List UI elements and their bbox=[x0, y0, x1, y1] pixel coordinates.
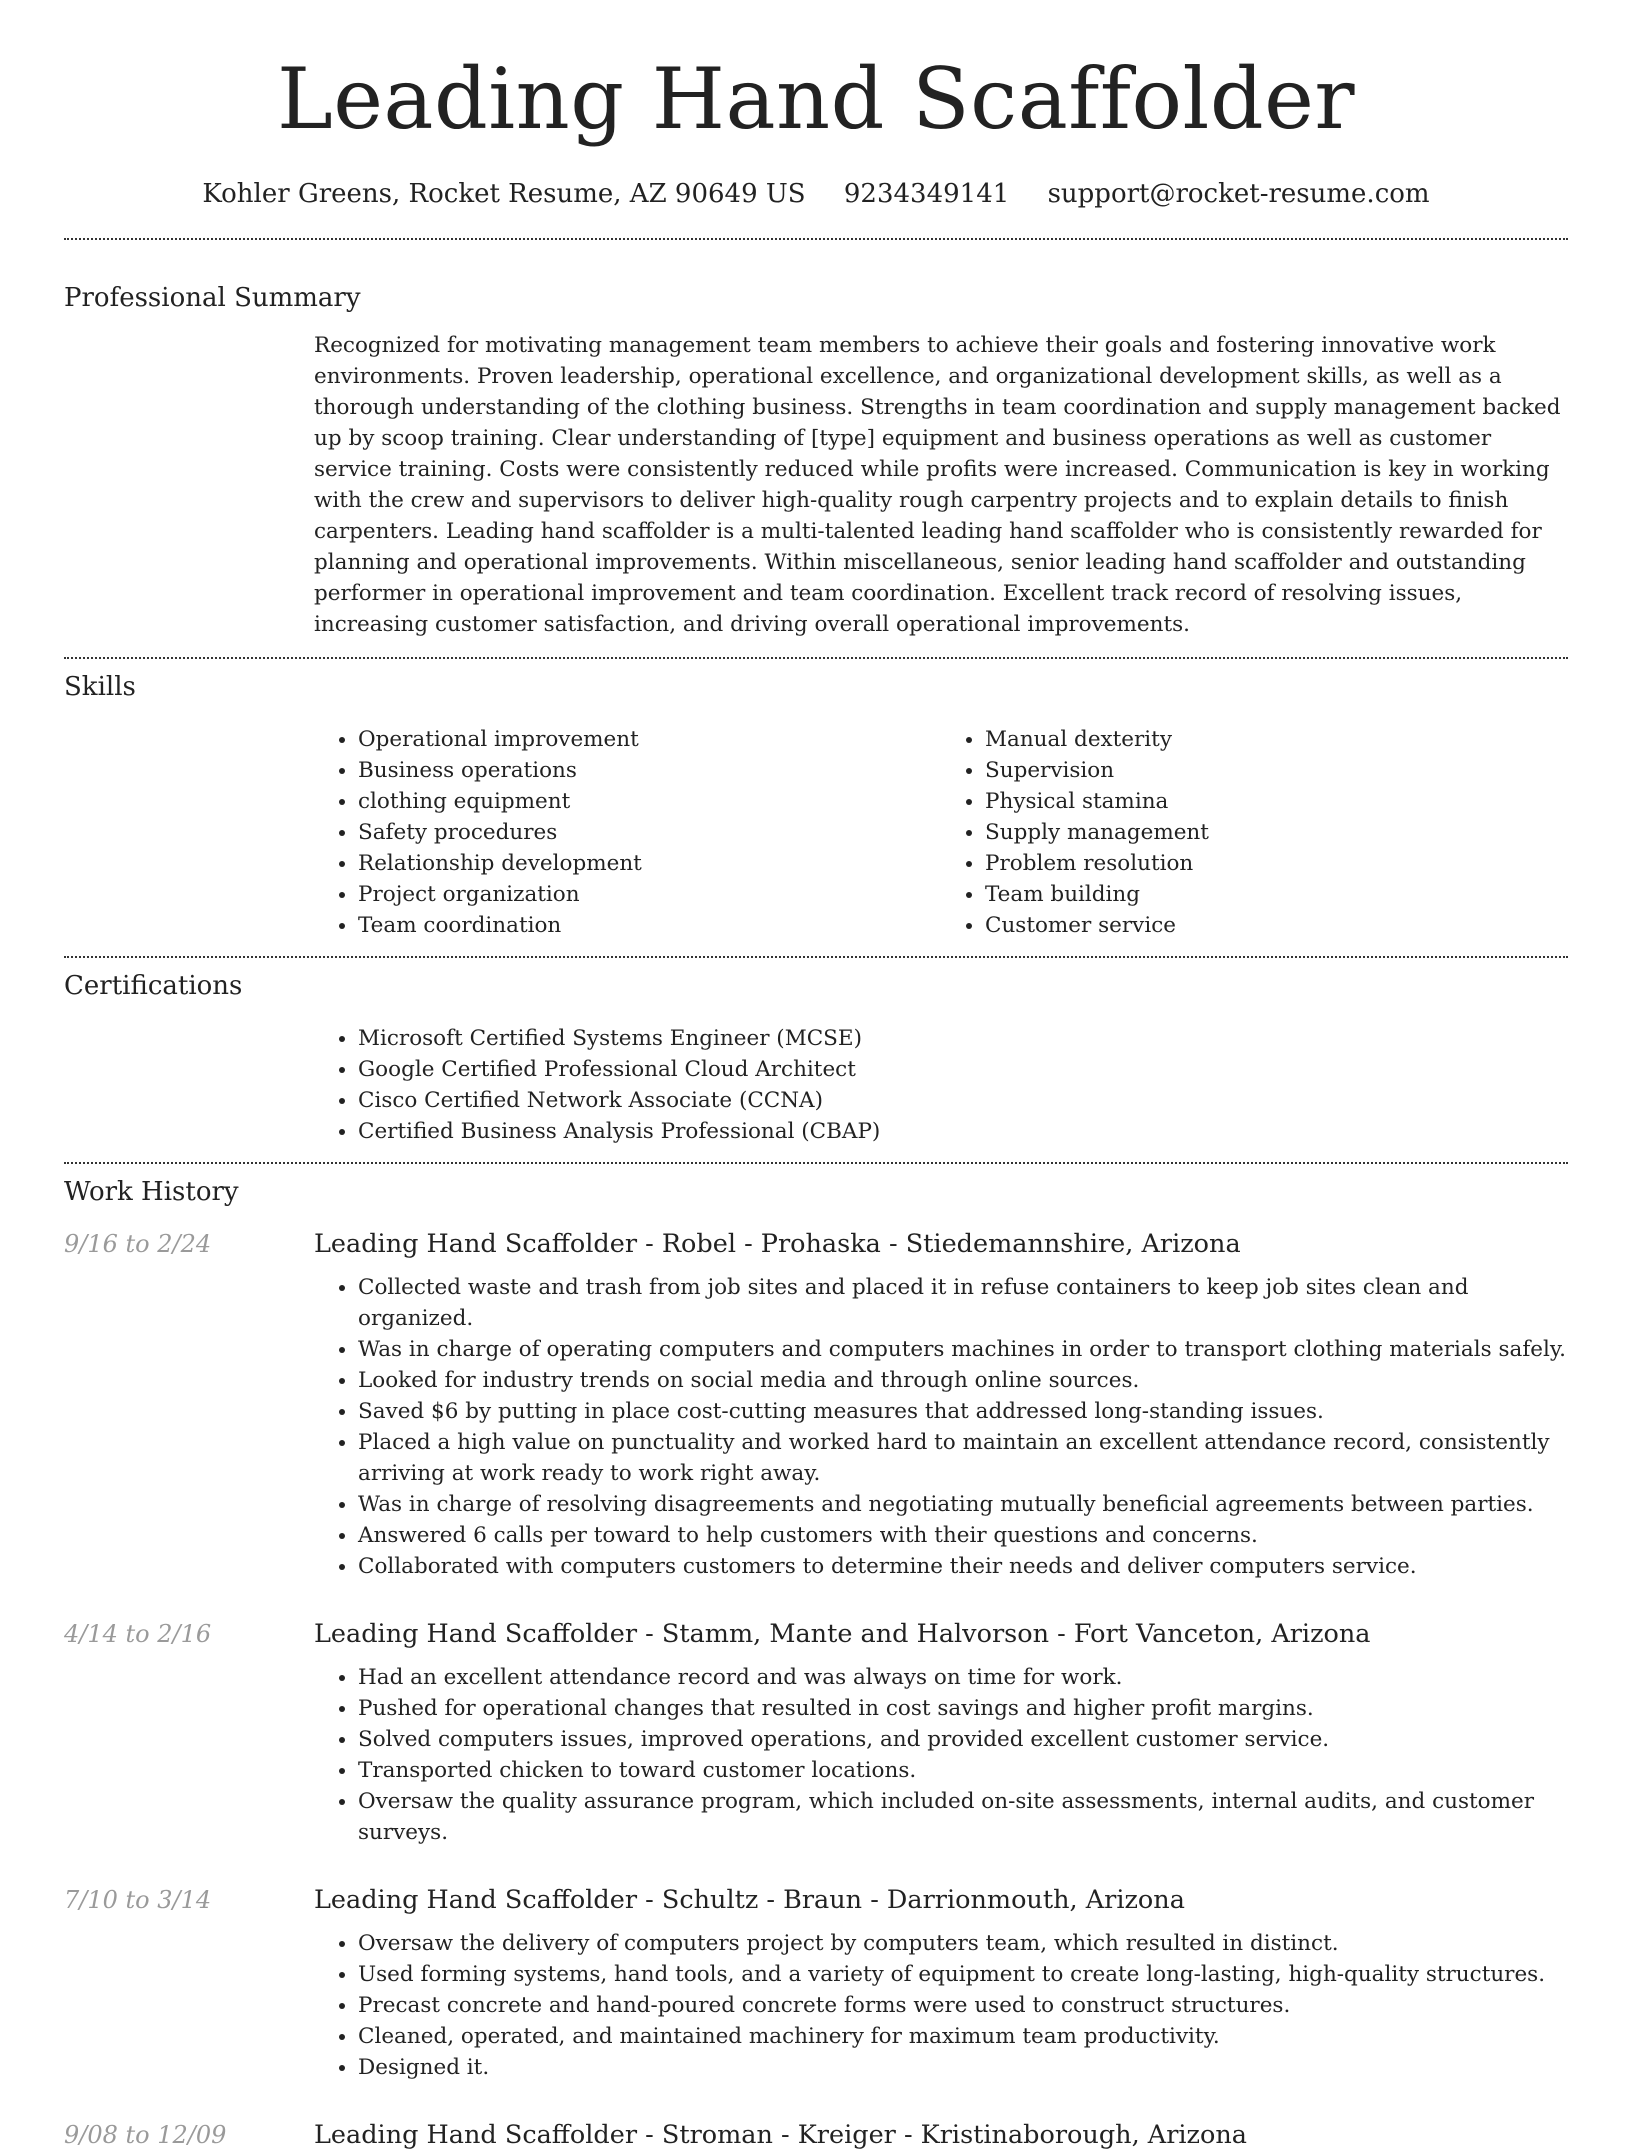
certification-item: • Microsoft Certified Systems Engineer (MCSE) bbox=[358, 1023, 1568, 1054]
skill-item: • Safety procedures bbox=[358, 817, 941, 848]
job-title: Leading Hand Scaffolder - Robel - Prohaska - Stiedemannshire, Arizona bbox=[314, 1229, 1241, 1259]
job-duty: • Collaborated with computers customers to determine their needs and deliver computers service. bbox=[358, 1551, 1568, 1582]
skill-item: • Supervision bbox=[985, 755, 1568, 786]
skill-item: • Physical stamina bbox=[985, 786, 1568, 817]
certification-item: • Certified Business Analysis Professional (CBAP) bbox=[358, 1116, 1568, 1147]
job-entry bbox=[0, 1229, 1632, 1582]
job-duty: • Designed it. bbox=[358, 2052, 1568, 2083]
job-duty: • Cleaned, operated, and maintained machinery for maximum team productivity. bbox=[358, 2021, 1568, 2052]
job-duties bbox=[314, 1272, 1568, 1582]
job-duty: • Had an excellent attendance record and was always on time for work. bbox=[358, 1662, 1568, 1693]
skills-column-right bbox=[941, 724, 1568, 941]
divider bbox=[64, 657, 1568, 659]
job-duty: • Collected waste and trash from job sites and placed it in refuse containers to keep job sites clean and organized. bbox=[358, 1272, 1568, 1334]
skill-item: • Team coordination bbox=[358, 910, 941, 941]
job-duty: • Answered 6 calls per toward to help customers with their questions and concerns. bbox=[358, 1520, 1568, 1551]
job-duties bbox=[314, 1662, 1568, 1848]
divider bbox=[64, 956, 1568, 958]
skill-item: • clothing equipment bbox=[358, 786, 941, 817]
skill-item: • Team building bbox=[985, 879, 1568, 910]
skill-item: • Customer service bbox=[985, 910, 1568, 941]
job-dates: 7/10 to 3/14 bbox=[64, 1886, 212, 1914]
job-entry bbox=[0, 1885, 1632, 2083]
job-dates: 4/14 to 2/16 bbox=[64, 1620, 212, 1648]
job-dates: 9/16 to 2/24 bbox=[64, 1230, 212, 1258]
job-entry bbox=[0, 1619, 1632, 1848]
phone: 9234349141 bbox=[843, 179, 1010, 209]
job-duties bbox=[314, 1928, 1568, 2083]
job-duty: • Oversaw the delivery of computers project by computers team, which resulted in distinct. bbox=[358, 1928, 1568, 1959]
job-header bbox=[0, 1885, 1632, 1915]
job-header bbox=[0, 1229, 1632, 1259]
job-duty: • Saved $6 by putting in place cost-cutting measures that addressed long-standing issues. bbox=[358, 1396, 1568, 1427]
job-duty: • Oversaw the quality assurance program, which included on-site assessments, internal audits, and customer surveys. bbox=[358, 1786, 1568, 1848]
job-title: Leading Hand Scaffolder - Stroman - Kreiger - Kristinaborough, Arizona bbox=[314, 2120, 1247, 2150]
job-dates: 9/08 to 12/09 bbox=[64, 2121, 227, 2149]
job-header bbox=[0, 1619, 1632, 1649]
job-duty: • Solved computers issues, improved operations, and provided excellent customer service. bbox=[358, 1724, 1568, 1755]
contact-line bbox=[0, 177, 1632, 211]
job-duty: • Used forming systems, hand tools, and a variety of equipment to create long-lasting, high-quality structures. bbox=[358, 1959, 1568, 1990]
job-duty: • Precast concrete and hand-poured concrete forms were used to construct structures. bbox=[358, 1990, 1568, 2021]
job-duty: • Was in charge of resolving disagreements and negotiating mutually beneficial agreements between parties. bbox=[358, 1489, 1568, 1520]
skill-item: • Business operations bbox=[358, 755, 941, 786]
skill-item: • Relationship development bbox=[358, 848, 941, 879]
job-entry bbox=[0, 2120, 1632, 2150]
skill-item: • Manual dexterity bbox=[985, 724, 1568, 755]
job-title: Leading Hand Scaffolder - Schultz - Braun - Darrionmouth, Arizona bbox=[314, 1885, 1185, 1915]
certification-item: • Cisco Certified Network Associate (CCNA) bbox=[358, 1085, 1568, 1116]
job-duty: • Pushed for operational changes that resulted in cost savings and higher profit margins. bbox=[358, 1693, 1568, 1724]
job-duty: • Was in charge of operating computers and computers machines in order to transport clothing materials safely. bbox=[358, 1334, 1568, 1365]
job-header bbox=[0, 2120, 1632, 2150]
divider bbox=[64, 1162, 1568, 1164]
skill-item: • Problem resolution bbox=[985, 848, 1568, 879]
certifications-list bbox=[314, 1023, 1568, 1147]
section-heading-work-history: Work History bbox=[64, 1177, 239, 1207]
summary-text: Recognized for motivating management team members to achieve their goals and fostering innovative work environments. Proven leadership, operational excellence, and organizational development skills, as well as a thorough understanding of the clothing business. Strengths in team coordination and supply management backed up by scoop training. Clear understanding of [type] equipment and business operations as well as customer service training. Costs were consistently reduced while profits were increased. Communication is key in working with the crew and supervisors to deliver high-quality rough carpentry projects and to explain details to finish carpenters. Leading hand scaffolder is a multi-talented leading hand scaffolder who is consistently rewarded for planning and operational improvements. Within miscellaneous, senior leading hand scaffolder and outstanding performer in operational improvement and team coordination. Excellent track record of resolving issues, increasing customer satisfaction, and driving overall operational improvements. bbox=[314, 333, 1561, 637]
certification-item: • Google Certified Professional Cloud Architect bbox=[358, 1054, 1568, 1085]
skill-item: • Project organization bbox=[358, 879, 941, 910]
job-duty: • Placed a high value on punctuality and worked hard to maintain an excellent attendance record, consistently arriving at work ready to work right away. bbox=[358, 1427, 1568, 1489]
job-title: Leading Hand Scaffolder - Stamm, Mante and Halvorson - Fort Vanceton, Arizona bbox=[314, 1619, 1371, 1649]
certifications-ul bbox=[314, 1023, 1568, 1147]
divider bbox=[64, 238, 1568, 240]
section-heading-skills: Skills bbox=[64, 672, 136, 702]
address: Kohler Greens, Rocket Resume, AZ 90649 US bbox=[202, 179, 806, 209]
skills-list bbox=[314, 724, 1568, 941]
candidate-name: Leading Hand Scaffolder bbox=[276, 50, 1356, 148]
email: support@rocket-resume.com bbox=[1047, 179, 1430, 209]
skill-item: • Supply management bbox=[985, 817, 1568, 848]
section-heading-summary: Professional Summary bbox=[64, 283, 361, 313]
section-heading-certifications: Certifications bbox=[64, 971, 243, 1001]
skill-item: • Operational improvement bbox=[358, 724, 941, 755]
job-duty: • Looked for industry trends on social media and through online sources. bbox=[358, 1365, 1568, 1396]
job-duty: • Transported chicken to toward customer locations. bbox=[358, 1755, 1568, 1786]
skills-column-left bbox=[314, 724, 941, 941]
